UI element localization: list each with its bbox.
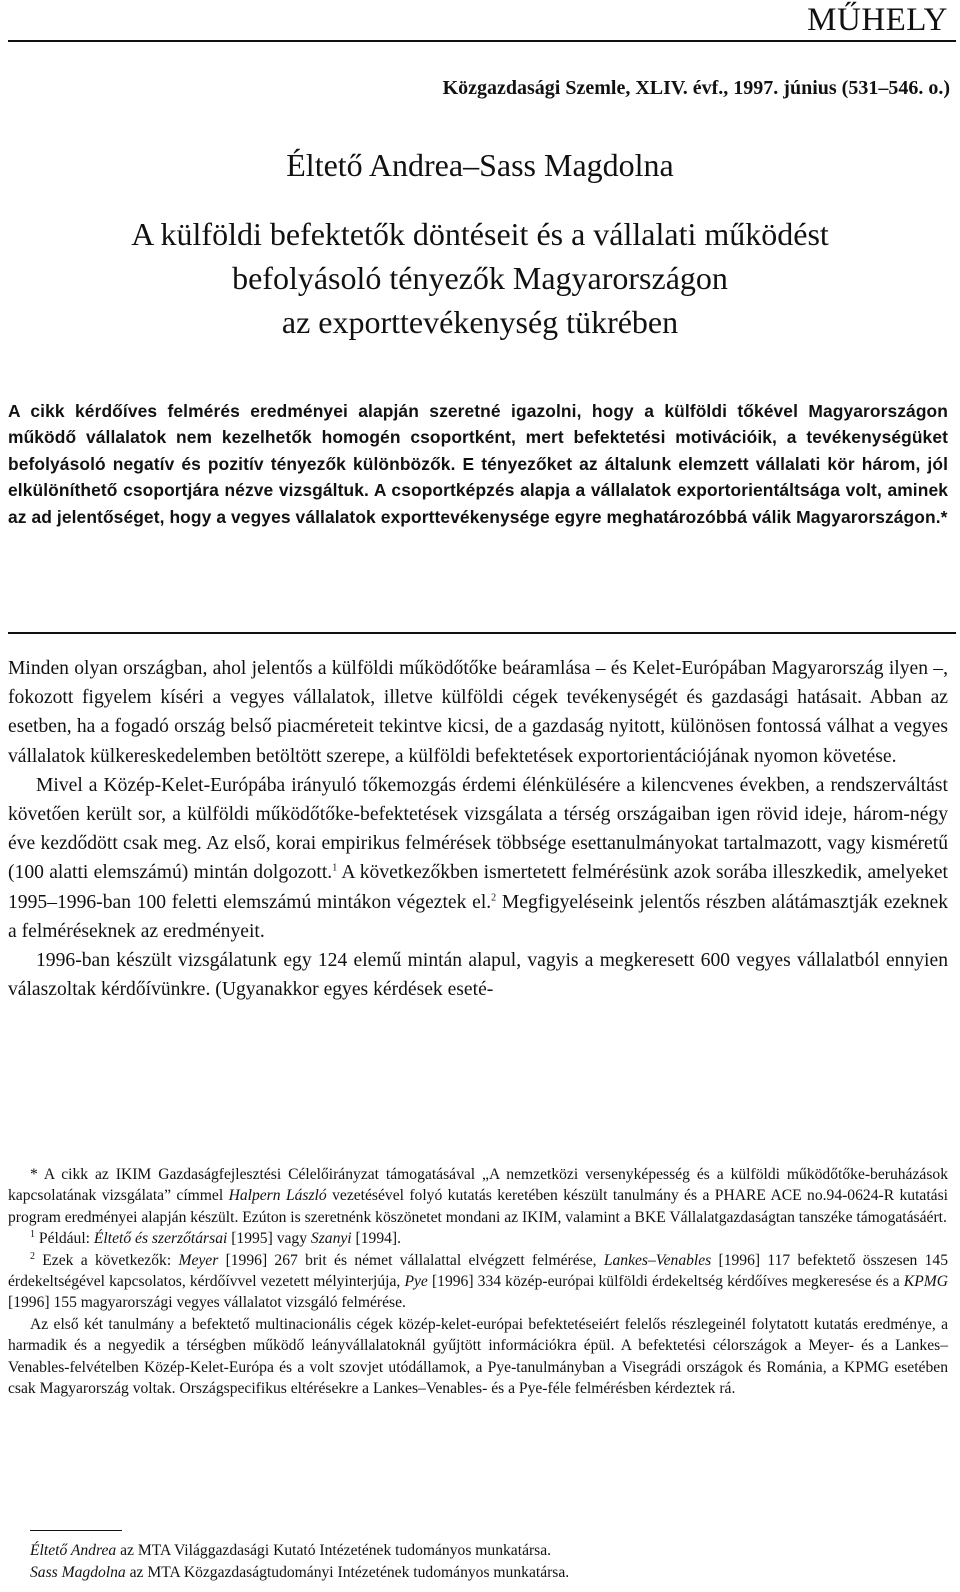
- title-line: az exporttevékenység tükrében: [281, 304, 679, 340]
- text-run: Lankes–Venables: [603, 1251, 712, 1269]
- footnote-2-continued: Az első két tanulmány a befektető multinacionális cégek közép-kelet-európai befektetéseiért felelős részlegeinél folytatott kutatás eredménye, a harmadik és a negyedik a térségben működő leányvállalatoknál gyűjtött információkra épül. A befektetési célországok a Meyer- és a Lankes–Venables-felvételben Közép-Kelet-Európa és a volt szovjet utódállamok, a Pye-tanulmányban a Visegrádi országok és Románia, a KPMG esetében csak Magyarország voltak. Országspecifikus eltérésekre a Lankes–Venables- és a Pye-féle felmérésben kérdeztek rá.: [8, 1315, 948, 1398]
- text-run: [1994].: [351, 1230, 402, 1248]
- article-title: [0, 212, 960, 344]
- body-paragraph: 1996-ban készült vizsgálatunk egy 124 elemű mintán alapul, vagyis a megkeresett 600 vegyes vállalatból ennyien válaszoltak kérdőívünkre. (Ugyanakkor egyes kérdések eseté-: [8, 950, 948, 1001]
- footnote-ref: 2: [491, 892, 497, 904]
- affiliation-divider: [30, 1530, 122, 1531]
- body-paragraph: [8, 771, 948, 946]
- affiliation-line: [30, 1540, 569, 1562]
- body-paragraph: Minden olyan országban, ahol jelentős a külföldi működőtőke beáramlása – és Kelet-Európában Magyarország ilyen –, fokozott figyelem kíséri a vegyes vállalatok, illetve külföldi cégek tevékenységét és gazdasági hatásait. Abban az esetben, ha a fogadó ország belső piacméreteit tekintve kicsi, de a gazdaság nyitott, különösen fontossá válhat a vegyes vállalatok külkereskedelemben betöltött szerepe, a külföldi befektetések exportorientációjának nyomon követése.: [8, 658, 948, 767]
- article-abstract: A cikk kérdőíves felmérés eredményei alapján szeretné igazolni, hogy a külföldi tőkével Magyarországon működő vállalatok nem kezelhetők homogén csoportként, mert befektetési motivációik, a tevékenységüket befolyásoló negatív és pozitív tényezők különbözők. E tényezőket az általunk elemzett vállalati kör három, jól elkülöníthető csoportjára nézve vizsgáltuk. A csoportképzés alapja a vállalatok exportorientáltsága volt, aminek az ad jelentőséget, hogy a vegyes vállalatok exporttevékenysége egyre meghatározóbbá válik Magyarországon.*: [8, 401, 948, 527]
- title-line: A külföldi befektetők döntéseit és a vállalati működést: [131, 216, 829, 252]
- text-run: Ezek a következők:: [35, 1251, 179, 1269]
- footnote-number: 1: [30, 1229, 35, 1241]
- text-run: [1996] 155 magyarországi vegyes vállalatot vizsgáló felmérése.: [8, 1294, 406, 1312]
- footnotes: [8, 1164, 948, 1399]
- text-run: Mivel a Közép-Kelet-Európába irányuló tőkemozgás érdemi élénkülésére a kilencvenes években, a rendszerváltást követően került sor, a külföldi működőtőke-befektetések vizsgálata a térség országaiban igen rövid ideje, három-négy éve kezdődött csak meg. Az első, korai empirikus felmérések többsége esettanulmányokat tartalmazott, vagy kisméretű (100 alatti elemszámú) mintán dolgozott.: [8, 774, 948, 884]
- text-run: Meyer: [178, 1251, 219, 1269]
- text-run: az MTA Világgazdasági Kutató Intézetének tudományos munkatársa.: [116, 1542, 552, 1559]
- text-run: [1995] vagy: [227, 1230, 311, 1248]
- journal-reference: Közgazdasági Szemle, XLIV. évf., 1997. június (531–546. o.): [442, 77, 950, 99]
- text-run: [1996] 334 közép-európai külföldi érdekeltség kérdőíves megkeresése és a: [427, 1273, 904, 1291]
- section-label: MŰHELY: [807, 2, 948, 38]
- footnote-star: [8, 1164, 948, 1228]
- title-line: befolyásoló tényezők Magyarországon: [232, 260, 728, 296]
- affiliation-line: [30, 1562, 569, 1584]
- text-run: Például:: [35, 1230, 94, 1248]
- text-run: Szanyi: [310, 1230, 352, 1248]
- text-run: Pye: [404, 1273, 428, 1291]
- text-run: Halpern László: [228, 1187, 327, 1205]
- text-run: A következőkben ismertetett felmérésünk azok sorába illeszkedik, amelyeket 1995–1996-ban 100 feletti elemszámú mintákon végeztek el.: [8, 862, 948, 913]
- text-run: [1996] 117 befektető összesen 145 érdekeltségével kapcsolatos, kérdőívvel vezetett mélyinterjúja,: [8, 1251, 949, 1291]
- author-affiliations: [30, 1540, 569, 1584]
- author-name: Éltető Andrea: [30, 1542, 117, 1559]
- top-divider: [8, 40, 956, 42]
- article-body: [8, 654, 948, 1004]
- text-run: Éltető és szerzőtársai: [93, 1230, 228, 1248]
- footnote-number: 2: [30, 1250, 35, 1262]
- article-authors: Éltető Andrea–Sass Magdolna: [286, 147, 674, 183]
- text-run: KPMG: [903, 1273, 948, 1291]
- text-run: * A cikk az IKIM Gazdaságfejlesztési Célelőirányzat támogatásával „A nemzetközi versenyképesség és a külföldi működőtőke-beruházások kapcsolatának vizsgálata” címmel: [8, 1166, 948, 1205]
- text-run: Megfigyeléseink jelentős részben alátámasztják ezeknek a felméréseknek az eredményeit.: [8, 891, 948, 942]
- footnote-2: [8, 1250, 948, 1314]
- abstract-divider: [8, 632, 956, 634]
- text-run: az MTA Közgazdaságtudományi Intézetének tudományos munkatársa.: [125, 1564, 570, 1581]
- text-run: vezetésével folyó kutatás keretében készült tanulmány és a PHARE ACE no.94-0624-R kutatási program eredményei alapján készült. Ezúton is szeretnénk köszönetet mondani az IKIM, valamint a BKE Vállalatgazdaságtan tanszéke támogatásáért.: [8, 1187, 948, 1226]
- text-run: [1996] 267 brit és német vállalattal elvégzett felmérése,: [218, 1251, 604, 1269]
- footnote-ref: 1: [332, 862, 338, 874]
- footnote-1: [8, 1228, 948, 1249]
- author-name: Sass Magdolna: [30, 1564, 126, 1581]
